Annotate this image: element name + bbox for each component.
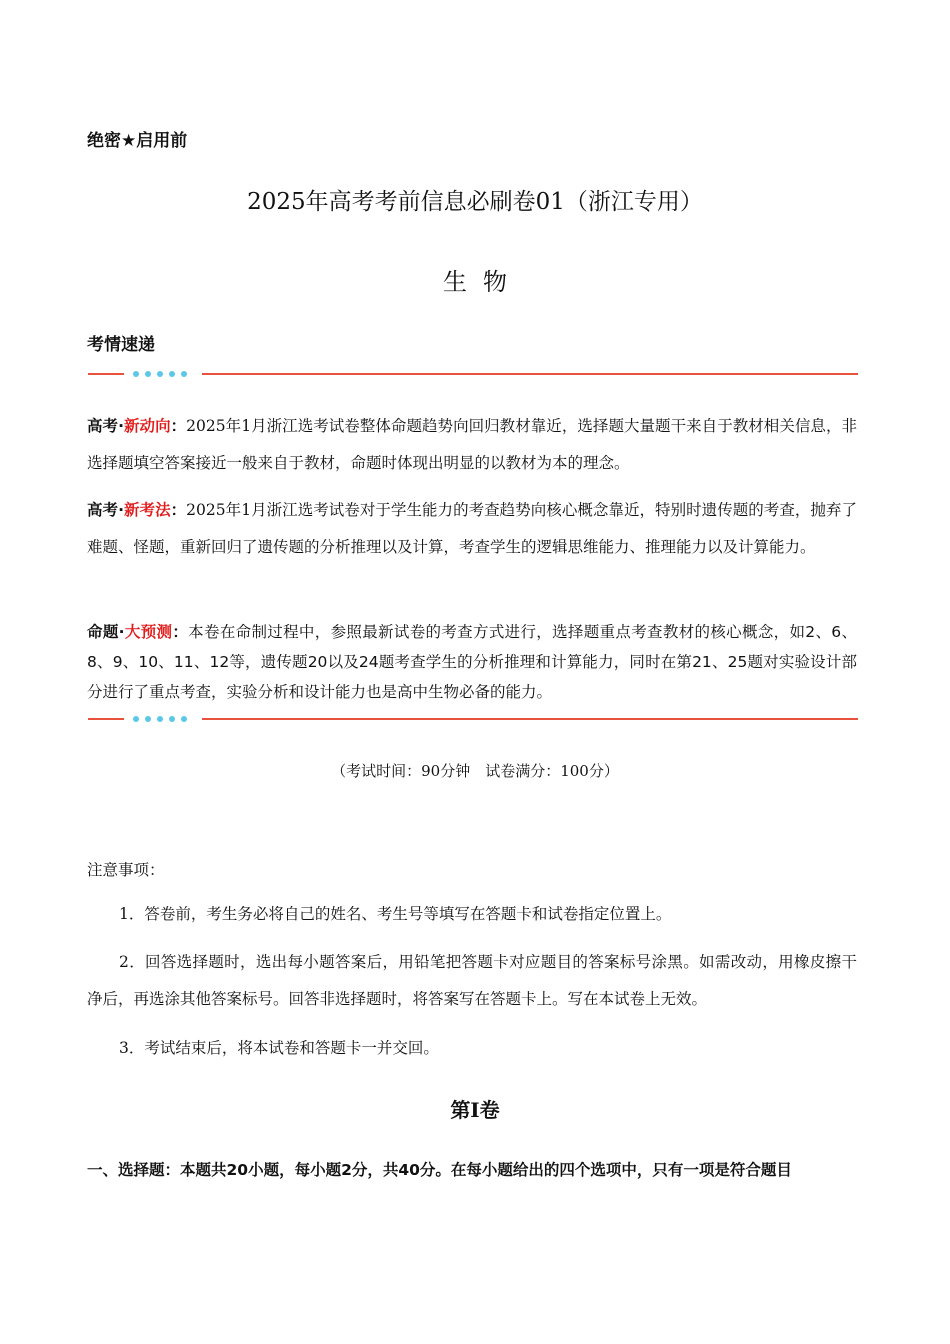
item-text: 2025年1月浙江选考试卷对于学生能力的考查趋势向核心概念靠近，特别时遗传题的考查，抛弃了难题、怪题，重新回归了遗传题的分析推理以及计算，考查学生的逻辑思维能力、推理能力以及计算能力。 [87, 501, 857, 556]
item-prefix: 高考· [87, 417, 124, 435]
item-colon: ： [170, 417, 187, 435]
item-colon: ： [172, 623, 189, 641]
notes-heading: 注意事项： [87, 861, 165, 879]
note-item: 2．回答选择题时，选出每小题答案后，用铅笔把答题卡对应题目的答案标号涂黑。如需改动，用橡皮擦干净后，再选涂其他答案标号。回答非选择题时，将答案写在答题卡上。写在本试卷上无效。 [87, 953, 857, 1008]
item-keyword: 大预测 [124, 623, 173, 641]
item-keyword: 新动向 [123, 417, 171, 435]
choice-section-instructions: 一、选择题：本题共20小题，每小题2分，共40分。在每小题给出的四个选项中，只有一项是符合题目 [87, 1161, 792, 1179]
divider-bottom [88, 713, 858, 725]
item-keyword: 新考法 [123, 501, 171, 519]
item-text: 本卷在命制过程中，参照最新试卷的考查方式进行，选择题重点考查教材的核心概念，如2、6、8、9、10、11、12等，遗传题20以及24题考查学生的分析推理和计算能力，同时在第21、25题对实验设计部分进行了重点考查，实验分析和设计能力也是高中生物必备的能力。 [87, 623, 857, 701]
item-colon: ： [170, 501, 187, 519]
exam-time-and-score: （考试时间：90分钟 试卷满分：100分） [331, 762, 619, 780]
part-one-heading: 第Ⅰ卷 [450, 1098, 500, 1122]
subject-title: 生物 [443, 268, 523, 296]
overview-item-trend [87, 408, 857, 482]
exam-title: 2025年高考考前信息必刷卷01（浙江专用） [247, 189, 703, 215]
overview-item-method [87, 492, 857, 566]
item-prefix: 命题· [87, 623, 125, 641]
item-prefix: 高考· [87, 501, 124, 519]
overview-heading: 考情速递 [87, 335, 155, 355]
note-item: 3．考试结束后，将本试卷和答题卡一并交回。 [119, 1039, 439, 1057]
item-text: 2025年1月浙江选考试卷整体命题趋势向回归教材靠近，选择题大量题干来自于教材相关信息，非选择题填空答案接近一般来自于教材，命题时体现出明显的以教材为本的理念。 [87, 417, 857, 472]
overview-item-forecast [87, 617, 857, 707]
confidential-mark: 绝密★启用前 [87, 131, 188, 151]
divider-top [88, 368, 858, 380]
note-item: 1．答卷前，考生务必将自己的姓名、考生号等填写在答题卡和试卷指定位置上。 [119, 905, 672, 923]
